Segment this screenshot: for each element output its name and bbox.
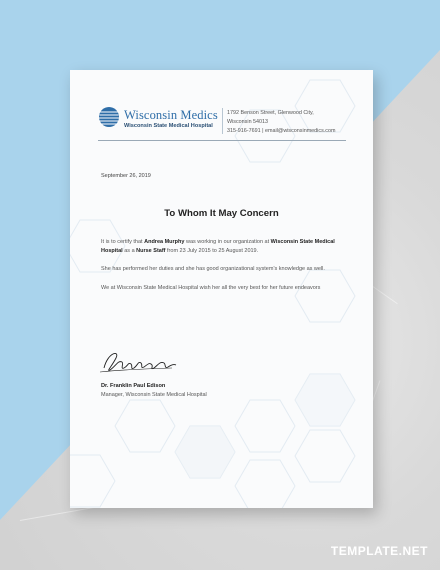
organization-name: Wisconsin State Medical Hospital bbox=[101, 239, 335, 255]
contact-line: 315-916-7691 | email@wisconsinmedics.com bbox=[227, 128, 336, 134]
paragraph-1: It is to certify that Andrea Murphy was working in our organization at Wisconsin State Medical Hospital as a Nurse Staff from 23 July 2015 to 25 August 2019. bbox=[101, 239, 335, 255]
header-rule bbox=[98, 140, 346, 141]
employee-name: Andrea Murphy bbox=[144, 239, 185, 245]
paragraph-3: We at Wisconsin State Medical Hospital wish her all the very best for her future endeavors bbox=[101, 285, 321, 291]
letter-title: To Whom It May Concern bbox=[164, 208, 279, 219]
address-line-2: Wisconsin 54013 bbox=[227, 119, 269, 125]
address-line-1: 1792 Benson Street, Glenwood City, bbox=[227, 110, 314, 116]
letter-paper bbox=[70, 70, 373, 508]
job-role: Nurse Staff bbox=[136, 248, 166, 255]
paragraph-2: She has performed her duties and she has good organizational system's knowledge as well. bbox=[101, 266, 325, 272]
signatory-role: Manager, Wisconsin State Medical Hospital bbox=[101, 392, 207, 398]
header-divider bbox=[222, 108, 223, 134]
watermark: TEMPLATE.NET bbox=[330, 544, 428, 558]
brand-name: Wisconsin Medics bbox=[124, 108, 218, 122]
letter-date: September 26, 2019 bbox=[101, 173, 151, 179]
signatory-name: Dr. Franklin Paul Edison bbox=[101, 383, 166, 389]
signature-image bbox=[98, 348, 178, 378]
brand-subtitle: Wisconsin State Medical Hospital bbox=[124, 123, 213, 129]
globe-logo-icon bbox=[98, 106, 120, 128]
